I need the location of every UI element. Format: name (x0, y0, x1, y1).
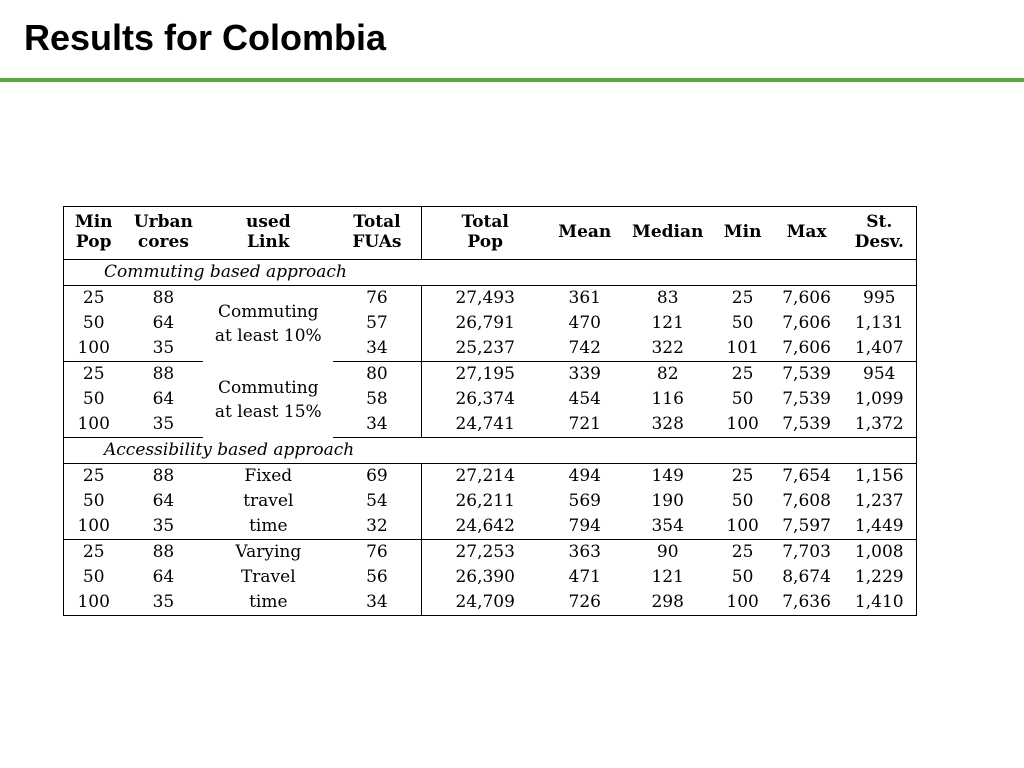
cell-mean: 361 (568, 287, 601, 308)
header-st-desv: St. Desv. (843, 207, 917, 260)
cell-mean: 471 (568, 566, 601, 587)
cell-total-pop: 27,493 (455, 287, 515, 308)
cell-min-pop: 25 (82, 541, 105, 562)
cell-median: 90 (656, 541, 679, 562)
cell-sd: 954 (863, 363, 896, 384)
cell-median: 83 (656, 287, 679, 308)
title-divider (0, 78, 1024, 82)
cell-min: 50 (731, 490, 754, 511)
header-used-link: used Link (203, 207, 333, 260)
cell-min-pop: 25 (82, 363, 105, 384)
cell-sd: 1,372 (843, 412, 917, 438)
cell-min-pop: 50 (82, 312, 105, 333)
cell-urban-cores: 35 (123, 590, 203, 616)
cell-total-pop: 27,195 (455, 363, 515, 384)
cell-mean: 742 (549, 336, 621, 362)
cell-mean: 494 (568, 465, 601, 486)
cell-mean: 339 (568, 363, 601, 384)
cell-sd: 1,229 (854, 566, 904, 587)
cell-max: 7,539 (782, 388, 831, 409)
cell-total-fuas: 56 (333, 565, 421, 590)
cell-max: 7,597 (771, 514, 843, 540)
cell-total-fuas: 34 (333, 412, 421, 438)
cell-min-pop: 25 (82, 287, 105, 308)
cell-max: 7,539 (771, 412, 843, 438)
cell-sd: 1,449 (843, 514, 917, 540)
cell-sd: 1,099 (854, 388, 904, 409)
table-row (64, 387, 917, 412)
cell-min: 50 (731, 388, 754, 409)
cell-urban-cores: 64 (152, 490, 175, 511)
header-min-pop: Min Pop (64, 207, 124, 260)
cell-median: 149 (651, 465, 684, 486)
cell-sd: 1,131 (854, 312, 904, 333)
cell-sd: 995 (863, 287, 896, 308)
cell-mean: 726 (549, 590, 621, 616)
cell-total-pop: 27,253 (455, 541, 515, 562)
cell-min-pop: 100 (64, 514, 124, 540)
used-link-cell: time (203, 590, 333, 616)
table-row (64, 311, 917, 336)
cell-total-pop: 24,709 (421, 590, 549, 616)
cell-total-pop: 26,211 (455, 490, 515, 511)
table-row (64, 590, 917, 616)
cell-total-pop: 27,214 (455, 465, 515, 486)
section-label: Commuting based approach (64, 260, 917, 286)
table-row (64, 336, 917, 362)
cell-max: 7,636 (771, 590, 843, 616)
cell-sd: 1,407 (843, 336, 917, 362)
table-row (64, 514, 917, 540)
cell-urban-cores: 64 (152, 388, 175, 409)
used-link-cell: Fixed (244, 465, 293, 486)
used-link-cell: Varying (235, 541, 302, 562)
header-total-fuas: Total FUAs (333, 207, 421, 260)
cell-mean: 454 (568, 388, 601, 409)
cell-urban-cores: 88 (152, 465, 175, 486)
cell-total-fuas: 57 (333, 311, 421, 336)
cell-max: 7,606 (771, 336, 843, 362)
cell-median: 121 (651, 312, 684, 333)
used-link-cell: Commuting at least 15% (214, 377, 322, 422)
cell-min-pop: 100 (64, 590, 124, 616)
section-label: Accessibility based approach (64, 438, 917, 464)
cell-urban-cores: 88 (152, 541, 175, 562)
table-header-row (64, 207, 917, 260)
cell-max: 7,608 (782, 490, 831, 511)
cell-total-fuas: 54 (333, 489, 421, 514)
cell-median: 121 (651, 566, 684, 587)
cell-mean: 470 (568, 312, 601, 333)
cell-sd: 1,237 (854, 490, 904, 511)
cell-total-pop: 26,374 (455, 388, 515, 409)
cell-total-pop: 24,741 (421, 412, 549, 438)
cell-urban-cores: 64 (152, 566, 175, 587)
cell-mean: 721 (549, 412, 621, 438)
cell-median: 328 (621, 412, 715, 438)
cell-total-fuas: 58 (333, 387, 421, 412)
table-row (64, 412, 917, 438)
cell-max: 7,606 (782, 287, 831, 308)
cell-sd: 1,008 (854, 541, 904, 562)
used-link-cell: travel (243, 490, 294, 511)
cell-urban-cores: 35 (123, 514, 203, 540)
cell-urban-cores: 88 (152, 363, 175, 384)
section-row (64, 438, 917, 464)
cell-min-pop: 100 (64, 412, 124, 438)
cell-total-pop: 26,390 (455, 566, 515, 587)
cell-max: 7,539 (782, 363, 831, 384)
cell-min-pop: 100 (64, 336, 124, 362)
results-table (63, 206, 917, 616)
table-row (64, 540, 917, 566)
cell-min: 101 (715, 336, 771, 362)
cell-max: 7,703 (782, 541, 831, 562)
cell-median: 354 (621, 514, 715, 540)
slide-title: Results for Colombia (24, 17, 387, 58)
cell-total-fuas: 32 (333, 514, 421, 540)
cell-urban-cores: 88 (152, 287, 175, 308)
header-urban-cores: Urban cores (123, 207, 203, 260)
table-row (64, 464, 917, 490)
cell-total-fuas: 34 (333, 590, 421, 616)
cell-min: 25 (731, 465, 754, 486)
table-row (64, 565, 917, 590)
cell-urban-cores: 64 (152, 312, 175, 333)
cell-median: 116 (651, 388, 684, 409)
cell-min: 50 (731, 566, 754, 587)
cell-min: 25 (731, 287, 754, 308)
cell-min-pop: 50 (82, 566, 105, 587)
cell-mean: 794 (549, 514, 621, 540)
cell-min: 100 (715, 514, 771, 540)
table-row (64, 362, 917, 388)
cell-min: 50 (731, 312, 754, 333)
cell-min: 25 (731, 363, 754, 384)
cell-median: 322 (621, 336, 715, 362)
table-row (64, 489, 917, 514)
cell-median: 82 (656, 363, 679, 384)
cell-total-fuas: 34 (333, 336, 421, 362)
header-total-pop: Total Pop (421, 207, 549, 260)
cell-sd: 1,410 (843, 590, 917, 616)
cell-urban-cores: 35 (123, 336, 203, 362)
cell-min-pop: 25 (82, 465, 105, 486)
used-link-cell: Commuting at least 10% (214, 301, 322, 346)
cell-min: 25 (731, 541, 754, 562)
cell-max: 8,674 (782, 566, 831, 587)
cell-median: 190 (651, 490, 684, 511)
header-mean: Mean (549, 207, 621, 260)
header-max: Max (771, 207, 843, 260)
cell-max: 7,654 (782, 465, 831, 486)
cell-total-fuas: 76 (333, 286, 421, 312)
used-link-cell: Travel (240, 566, 296, 587)
cell-min-pop: 50 (82, 388, 105, 409)
cell-total-fuas: 80 (333, 362, 421, 388)
header-min: Min (715, 207, 771, 260)
cell-mean: 363 (568, 541, 601, 562)
cell-total-pop: 24,642 (421, 514, 549, 540)
header-median: Median (621, 207, 715, 260)
cell-max: 7,606 (782, 312, 831, 333)
cell-total-pop: 25,237 (421, 336, 549, 362)
cell-total-pop: 26,791 (455, 312, 515, 333)
cell-min-pop: 50 (82, 490, 105, 511)
used-link-cell: time (203, 514, 333, 540)
cell-median: 298 (621, 590, 715, 616)
table-body (64, 260, 917, 616)
cell-min: 100 (715, 590, 771, 616)
table-row (64, 286, 917, 312)
cell-total-fuas: 69 (333, 464, 421, 490)
cell-min: 100 (715, 412, 771, 438)
cell-sd: 1,156 (854, 465, 904, 486)
cell-urban-cores: 35 (123, 412, 203, 438)
section-row (64, 260, 917, 286)
cell-mean: 569 (568, 490, 601, 511)
cell-total-fuas: 76 (333, 540, 421, 566)
